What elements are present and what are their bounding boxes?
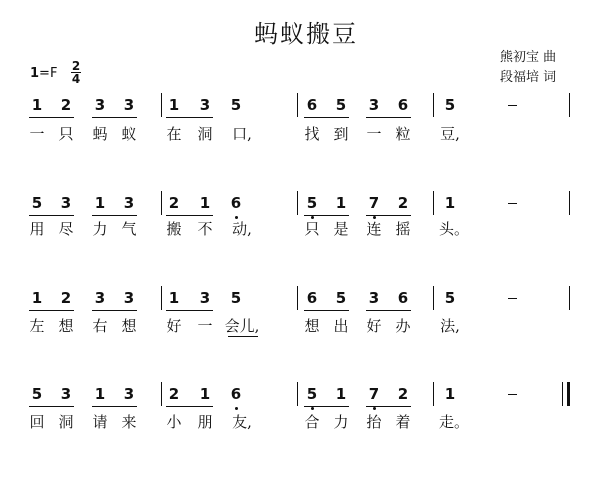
note [56,289,76,307]
lyric-syllable: 来 [121,413,137,431]
note [331,385,351,403]
barline [161,191,162,215]
lyric-syllable: 不 [197,220,213,238]
octave-dot [373,407,376,410]
note-digit: 1 [335,194,347,212]
note [90,289,110,307]
barline [161,93,162,117]
sustain-dash [508,394,517,395]
note [195,194,215,212]
eighth-beam [92,406,137,407]
note-digit: 2 [168,194,180,212]
note-digit: 1 [444,385,456,403]
note-digit: 5 [444,96,456,114]
barline [433,286,434,310]
note [226,289,246,307]
time-signature [70,60,82,85]
note [90,385,110,403]
note-digit: 2 [397,385,409,403]
note-digit: 3 [60,385,72,403]
lyricist-credit: 段福培 词 [500,70,557,85]
lyric-syllable: 用 [29,220,45,238]
lyric-syllable: 头。 [439,220,470,238]
key-note: F [49,66,58,81]
note [331,289,351,307]
lyric-syllable: 是 [333,220,349,238]
note-digit: 1 [199,385,211,403]
note-digit: 6 [306,289,318,307]
lyric-syllable: 左 [29,317,45,335]
lyric-syllable: 到 [333,125,349,143]
note-digit: 3 [94,96,106,114]
note-digit: 5 [31,194,43,212]
final-barline [562,382,570,406]
eighth-beam [92,310,137,311]
octave-dot [311,407,314,410]
note-digit: 6 [397,96,409,114]
note [27,194,47,212]
octave-dot [373,216,376,219]
eighth-beam [29,117,74,118]
eighth-beam [92,215,137,216]
lyric-underline [228,336,258,337]
lyric-syllable: 想 [58,317,74,335]
note-digit: 5 [306,385,318,403]
lyric-syllable: 出 [333,317,349,335]
lyric-syllable: 好 [366,317,382,335]
eighth-beam [92,117,137,118]
note [331,96,351,114]
note [226,385,246,403]
sustain-dash [508,203,517,204]
lyric-syllable: 朋 [197,413,213,431]
time-signature-top: 2 [71,59,81,73]
note [90,96,110,114]
note-digit: 3 [123,96,135,114]
note [119,289,139,307]
lyric-syllable: 想 [304,317,320,335]
note [393,96,413,114]
barline [161,382,162,406]
lyric-syllable: 会儿, [224,317,260,335]
note [164,96,184,114]
sustain-dash [508,105,517,106]
note [27,96,47,114]
song-title: 蚂蚁搬豆 [254,20,358,48]
note-digit: 3 [368,96,380,114]
lyric-syllable: 着 [395,413,411,431]
note-digit: 6 [230,194,242,212]
note [302,385,322,403]
note-digit: 6 [306,96,318,114]
note [364,194,384,212]
eighth-beam [304,406,349,407]
note-digit: 1 [94,385,106,403]
note-digit: 1 [444,194,456,212]
note-digit: 2 [60,289,72,307]
note [119,194,139,212]
note-digit: 3 [199,289,211,307]
lyric-syllable: 一 [197,317,213,335]
lyric-syllable: 只 [58,125,74,143]
lyric-syllable: 小 [166,413,182,431]
lyric-syllable: 豆, [440,125,460,143]
note-digit: 7 [368,385,380,403]
note-digit: 1 [94,194,106,212]
note-digit: 1 [335,385,347,403]
lyric-syllable: 气 [121,220,137,238]
eighth-beam [29,310,74,311]
note [302,289,322,307]
lyric-syllable: 搬 [166,220,182,238]
lyric-syllable: 走。 [439,413,470,431]
barline [433,191,434,215]
lyric-syllable: 洞 [58,413,74,431]
eighth-beam [366,117,411,118]
eighth-beam [366,310,411,311]
eighth-beam [304,310,349,311]
note [364,289,384,307]
lyric-syllable: 回 [29,413,45,431]
lyric-syllable: 力 [92,220,108,238]
barline [297,93,298,117]
note [27,385,47,403]
lyric-syllable: 洞 [197,125,213,143]
note [195,96,215,114]
key-equals: = [39,66,50,81]
lyric-syllable: 法, [440,317,460,335]
octave-dot [235,216,238,219]
eighth-beam [166,117,213,118]
note [226,194,246,212]
note-digit: 5 [230,96,242,114]
eighth-beam [366,215,411,216]
note-digit: 5 [444,289,456,307]
lyric-syllable: 力 [333,413,349,431]
note-digit: 5 [335,96,347,114]
note [119,385,139,403]
eighth-beam [166,215,213,216]
note-digit: 3 [123,289,135,307]
note-digit: 3 [94,289,106,307]
key-signature [30,66,57,81]
note [364,96,384,114]
note-digit: 7 [368,194,380,212]
lyric-syllable: 蚁 [121,125,137,143]
note [56,385,76,403]
note [164,385,184,403]
lyric-syllable: 请 [92,413,108,431]
lyric-syllable: 友, [232,413,252,431]
barline-end [569,93,570,117]
note-digit: 1 [31,96,43,114]
note [440,289,460,307]
note-digit: 5 [335,289,347,307]
sustain-dash [508,298,517,299]
note-digit: 1 [31,289,43,307]
note-digit: 2 [60,96,72,114]
note-digit: 3 [123,385,135,403]
barline [433,382,434,406]
lyric-syllable: 动, [232,220,252,238]
eighth-beam [166,406,213,407]
barline-end [569,191,570,215]
note [119,96,139,114]
note [195,385,215,403]
note [164,289,184,307]
note [440,96,460,114]
lyric-syllable: 摇 [395,220,411,238]
note [90,194,110,212]
note [393,289,413,307]
note-digit: 2 [168,385,180,403]
lyric-syllable: 一 [29,125,45,143]
lyric-syllable: 办 [395,317,411,335]
note [56,194,76,212]
note-digit: 3 [199,96,211,114]
barline [297,382,298,406]
composer-credit: 熊初宝 曲 [500,50,557,65]
lyric-syllable: 只 [304,220,320,238]
lyric-syllable: 蚂 [92,125,108,143]
barline [161,286,162,310]
note-digit: 6 [230,385,242,403]
note-digit: 6 [397,289,409,307]
eighth-beam [29,406,74,407]
note [302,96,322,114]
note [393,194,413,212]
note-digit: 5 [230,289,242,307]
eighth-beam [304,117,349,118]
note [440,385,460,403]
note [364,385,384,403]
key-do: 1 [30,66,40,81]
lyric-syllable: 好 [166,317,182,335]
lyric-syllable: 连 [366,220,382,238]
note [164,194,184,212]
barline [433,93,434,117]
lyric-syllable: 右 [92,317,108,335]
note [440,194,460,212]
barline-end [569,286,570,310]
lyric-syllable: 想 [121,317,137,335]
time-signature-bottom: 4 [71,72,81,86]
lyric-syllable: 在 [166,125,182,143]
lyric-syllable: 一 [366,125,382,143]
note-digit: 5 [306,194,318,212]
note-digit: 5 [31,385,43,403]
note-digit: 3 [123,194,135,212]
note [27,289,47,307]
octave-dot [235,407,238,410]
note [393,385,413,403]
note-digit: 3 [368,289,380,307]
barline [297,286,298,310]
note [302,194,322,212]
note-digit: 2 [397,194,409,212]
eighth-beam [29,215,74,216]
note [195,289,215,307]
note-digit: 3 [60,194,72,212]
octave-dot [311,216,314,219]
lyric-syllable: 合 [304,413,320,431]
lyric-syllable: 口, [232,125,252,143]
lyric-syllable: 抬 [366,413,382,431]
lyric-syllable: 粒 [395,125,411,143]
eighth-beam [166,310,213,311]
note [56,96,76,114]
barline [297,191,298,215]
eighth-beam [366,406,411,407]
note [226,96,246,114]
note [331,194,351,212]
note-digit: 1 [168,96,180,114]
lyric-syllable: 尽 [58,220,74,238]
lyric-syllable: 找 [304,125,320,143]
eighth-beam [304,215,349,216]
note-digit: 1 [199,194,211,212]
note-digit: 1 [168,289,180,307]
